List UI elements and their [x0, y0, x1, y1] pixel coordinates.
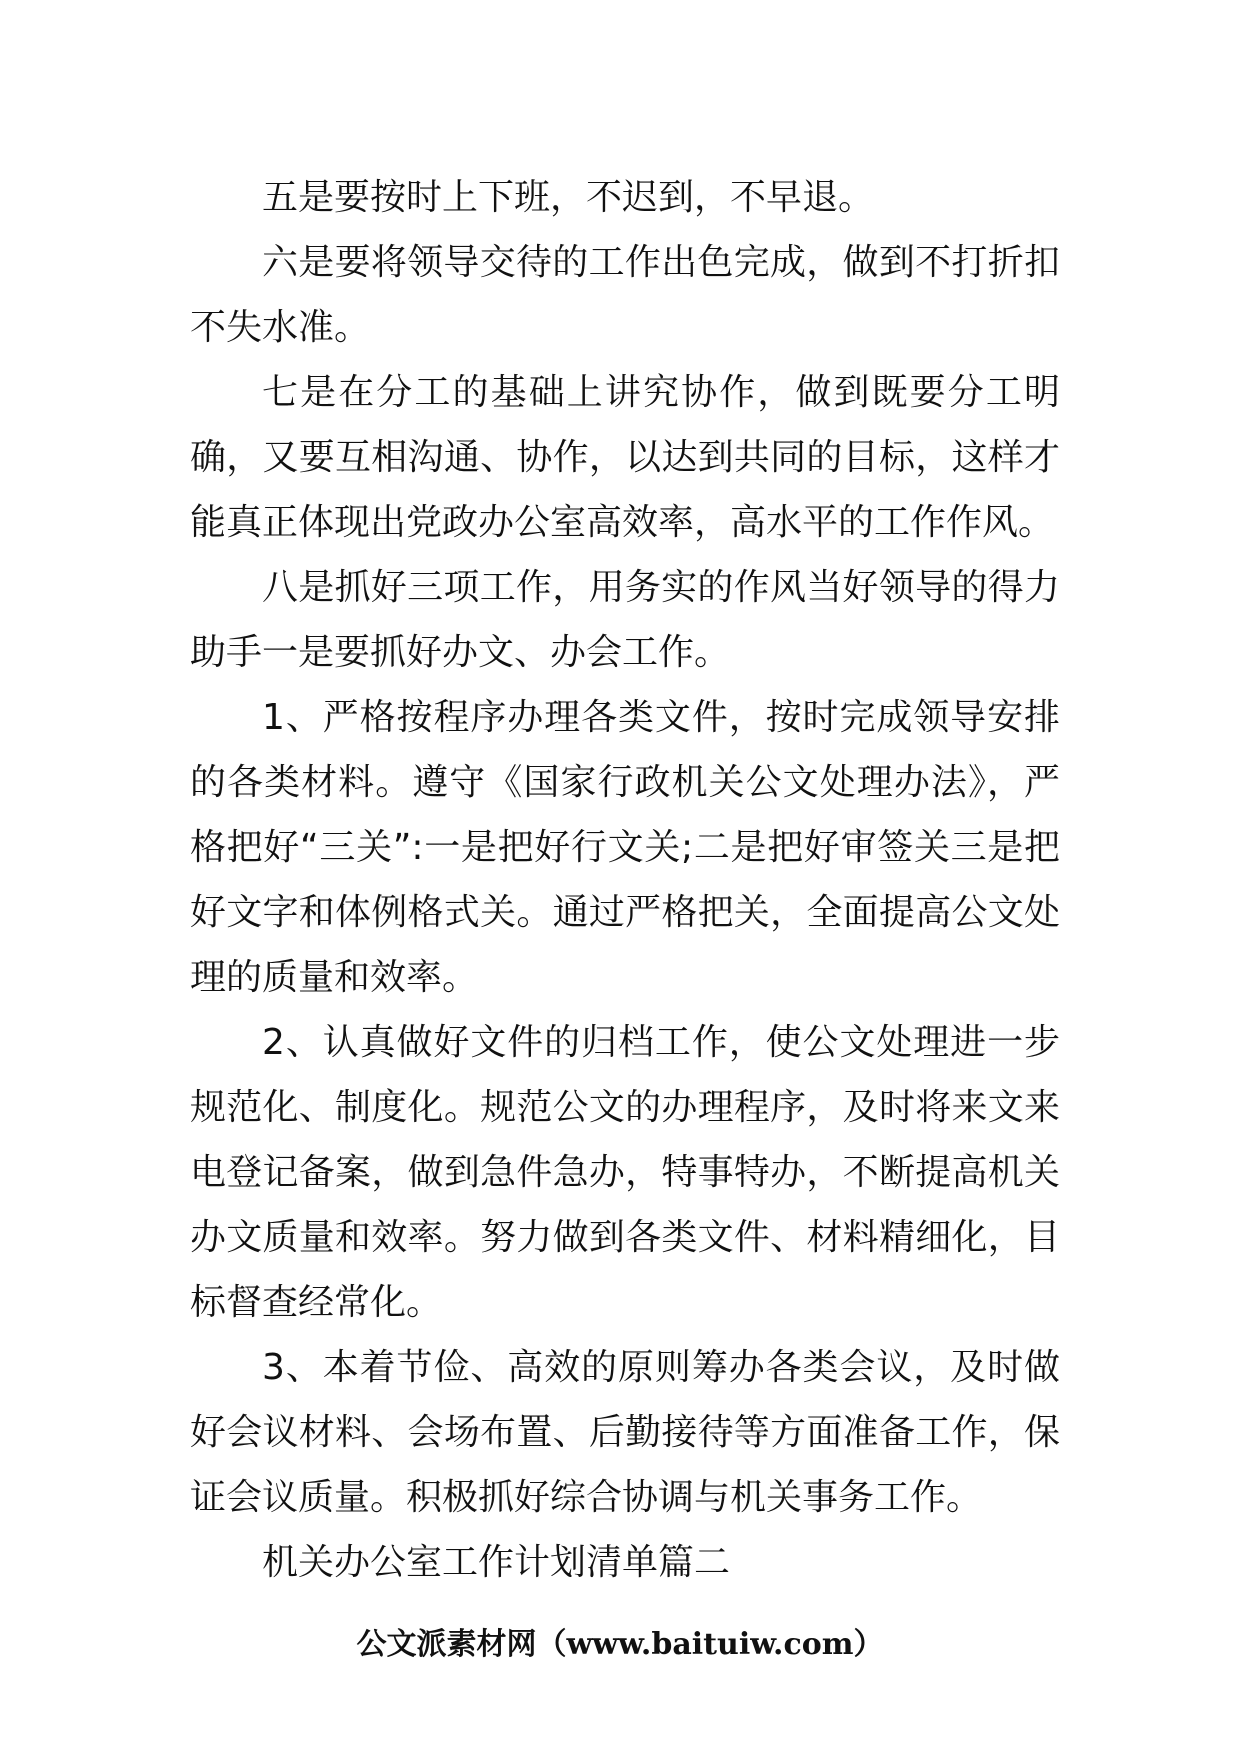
paragraph-subitem-3: 3、本着节俭、高效的原则筹办各类会议，及时做好会议材料、会场布置、后勤接待等方面准备工作，保证会议质量。积极抓好综合协调与机关事务工作。: [190, 1347, 1060, 1518]
section-heading: 机关办公室工作计划清单篇二: [262, 1542, 731, 1583]
document-body: [190, 165, 1060, 1595]
paragraph-subitem-1: 1、严格按程序办理各类文件，按时完成领导安排的各类材料。遵守《国家行政机关公文处理办法》，严格把好“三关”:一是把好行文关;二是把好审签关三是把好文字和体例格式关。通过严格把关，全面提高公文处理的质量和效率。: [190, 697, 1060, 998]
page-footer-watermark: 公文派素材网（www.baituiw.com）: [356, 1627, 884, 1662]
paragraph-item-8: 八是抓好三项工作，用务实的作风当好领导的得力助手一是要抓好办文、办会工作。: [190, 567, 1060, 673]
paragraph-item-5: 五是要按时上下班，不迟到，不早退。: [262, 177, 875, 218]
paragraph-subitem-2: 2、认真做好文件的归档工作，使公文处理进一步规范化、制度化。规范公文的办理程序，及时将来文来电登记备案，做到急件急办，特事特办，不断提高机关办文质量和效率。努力做到各类文件、材料精细化，目标督查经常化。: [190, 1022, 1060, 1323]
paragraph-item-6: 六是要将领导交待的工作出色完成，做到不打折扣不失水准。: [190, 242, 1060, 348]
paragraph-item-7: 七是在分工的基础上讲究协作，做到既要分工明确，又要互相沟通、协作，以达到共同的目标，这样才能真正体现出党政办公室高效率，高水平的工作作风。: [190, 372, 1060, 543]
